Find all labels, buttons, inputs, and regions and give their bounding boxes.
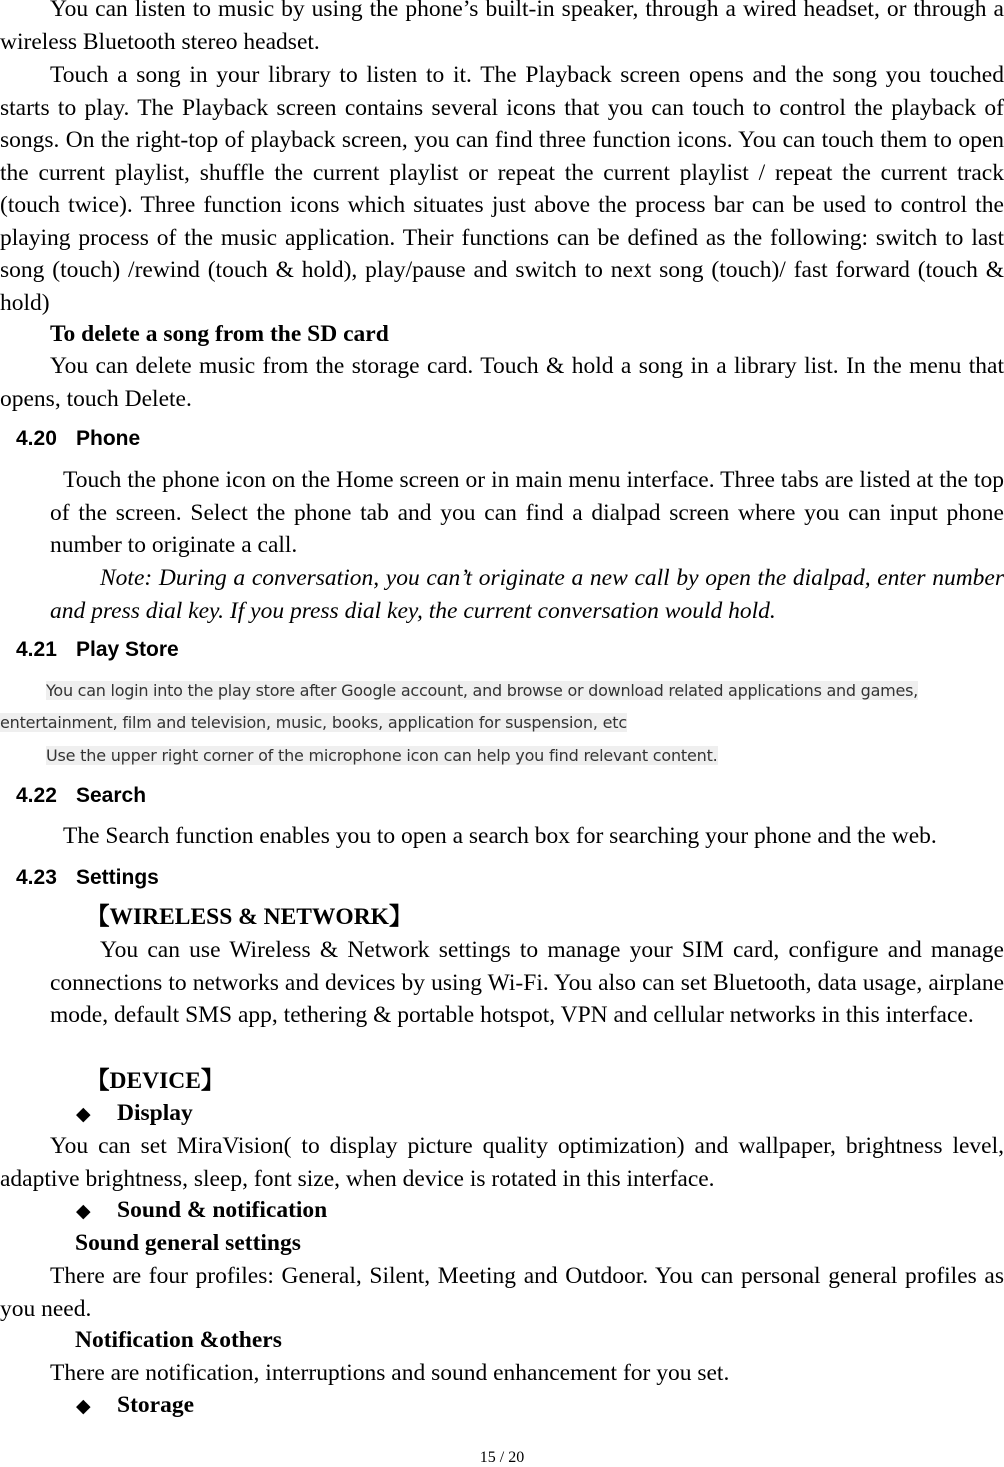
play-store-line-3	[46, 740, 1004, 772]
play-store-text: Use the upper right corner of the microphone icon can help you find relevant content.	[46, 746, 718, 765]
notification-others-heading: Notification &others	[75, 1327, 282, 1353]
section-number: 4.20	[16, 427, 57, 450]
diamond-bullet-icon: ◆	[76, 1201, 91, 1222]
play-store-line-2	[0, 707, 1004, 739]
sound-general-heading: Sound general settings	[75, 1230, 301, 1256]
bullet-label: Storage	[117, 1392, 195, 1418]
section-title: Play Store	[76, 638, 179, 661]
phone-paragraph: Touch the phone icon on the Home screen or in main menu interface. Three tabs are listed at the top of the screen. Select the phone tab and you can find a dialpad screen where you can input phone number to originate a call.	[50, 467, 1004, 558]
phone-note: Note: During a conversation, you can’t originate a new call by open the dialpad, enter number and press dial key. If you press dial key, the current conversation would hold.	[50, 565, 1004, 624]
section-title: Search	[76, 784, 147, 807]
page-number: 15 / 20	[479, 1449, 525, 1466]
delete-song-paragraph: You can delete music from the storage card. Touch & hold a song in a library list. In the menu that opens, touch Delete.	[0, 353, 1004, 412]
bullet-label: Sound & notification	[117, 1197, 328, 1223]
section-title: Settings	[76, 866, 159, 889]
playback-paragraph: Touch a song in your library to listen to it. The Playback screen opens and the song you touched starts to play. The Playback screen contains several icons that you can touch to control the playback of songs. On the right-top of playback screen, you can find three function icons. You can touch them to open the current playlist, shuffle the current playlist or repeat the current playlist / repeat the current track (touch twice). Three function icons which situates just above the process bar can be used to control the playing process of the music application. Their functions can be defined as the following: switch to last song (touch) /rewind (touch & hold), play/pause and switch to next song (touch)/ fast forward (touch & hold)	[0, 62, 1004, 316]
section-title: Phone	[76, 427, 141, 450]
play-store-text: You can login into the play store after Google account, and browse or download related applications and games,	[46, 681, 918, 700]
notification-others-paragraph: There are notification, interruptions and sound enhancement for you set.	[50, 1360, 730, 1386]
diamond-bullet-icon: ◆	[76, 1104, 91, 1125]
storage-bullet	[76, 1389, 1004, 1423]
display-paragraph: You can set MiraVision( to display picture quality optimization) and wallpaper, brightness level, adaptive brightness, sleep, font size, when device is rotated in this interface.	[0, 1133, 1004, 1192]
delete-song-heading: To delete a song from the SD card	[50, 321, 389, 347]
section-heading-play-store	[16, 636, 1004, 664]
display-bullet	[76, 1097, 1004, 1131]
bullet-label: Display	[117, 1100, 193, 1126]
section-heading-phone	[16, 425, 1004, 453]
sound-notification-bullet	[76, 1194, 1004, 1228]
play-store-text: entertainment, film and television, music, books, application for suspension, etc	[0, 713, 627, 732]
search-paragraph: The Search function enables you to open a search box for searching your phone and the web.	[63, 823, 937, 849]
wireless-network-paragraph: You can use Wireless & Network settings to manage your SIM card, configure and manage connections to networks and devices by using Wi-Fi. You also can set Bluetooth, data usage, airplane mode, default SMS app, tethering & portable hotspot, VPN and cellular networks in this interface.	[50, 937, 1004, 1028]
section-heading-search	[16, 782, 1004, 810]
section-number: 4.22	[16, 784, 57, 807]
wireless-network-heading: 【WIRELESS & NETWORK】	[86, 904, 413, 930]
section-number: 4.23	[16, 866, 57, 889]
sound-general-paragraph: There are four profiles: General, Silent, Meeting and Outdoor. You can personal general profiles as you need.	[0, 1263, 1004, 1322]
section-heading-settings	[16, 864, 1004, 892]
device-heading: 【DEVICE】	[86, 1068, 225, 1094]
intro-paragraph: You can listen to music by using the phone’s built-in speaker, through a wired headset, or through a wireless Bluetooth stereo headset.	[0, 0, 1004, 55]
diamond-bullet-icon: ◆	[76, 1396, 91, 1417]
section-number: 4.21	[16, 638, 57, 661]
play-store-line-1	[46, 675, 1004, 707]
